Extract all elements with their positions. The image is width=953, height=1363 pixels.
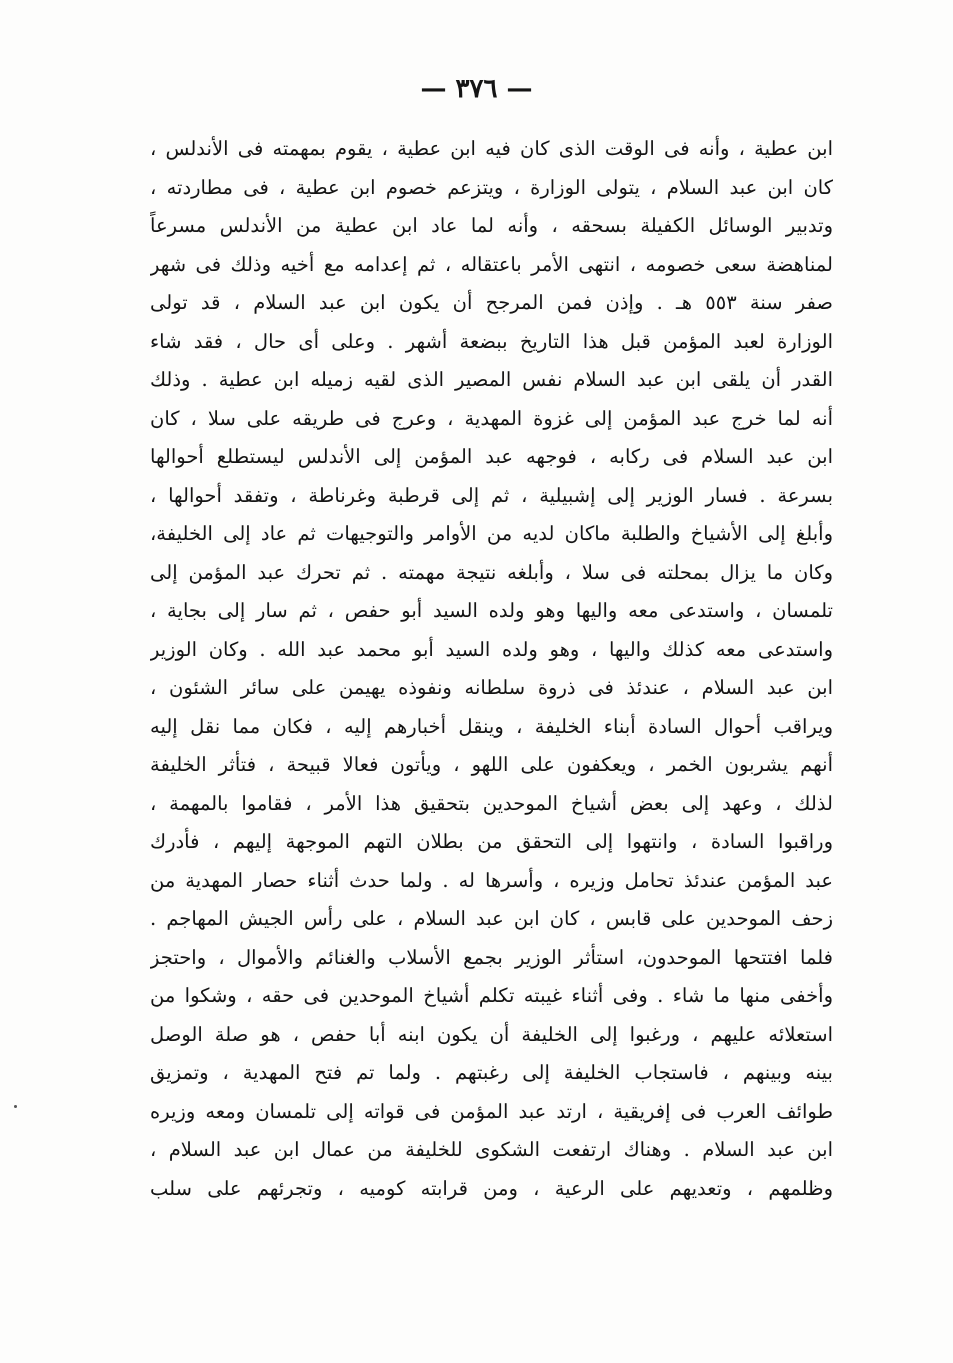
text-line: وتدبير الوسائل الكفيلة بسحقه ، وأنه لما عاد ابن عطية من الأندلس مسرعاً: [150, 214, 833, 237]
text-line: تلمسان ، واستدعى معه واليها وهو ولده السيد أبو حفص ، ثم سار إلى بجاية ،: [150, 599, 833, 622]
text-line: عبد المؤمن عندئذ تحامل وزيره ، وأسرها له . ولما حدث أثناء حصار المهدية من: [150, 868, 833, 892]
text-line: فلما افتتحها الموحدون، استأثر الوزير بجمع الأسلاب والغنائم والأموال ، واحتجز: [150, 945, 833, 969]
text-line: ابن عطية ، وأنه فى الوقت الذى كان فيه ابن عطية ، يقوم بمهمته فى الأندلس ،: [150, 137, 833, 160]
text-line: وظلمهم ، وتعديهم على الرعية ، ومن قرابته كوميه ، وتجرئهم على سلب: [150, 1176, 833, 1200]
text-line: ابن عبد السلام فى ركابه ، فوجهه عبد المؤمن إلى الأندلس ليستطلع أحوالها: [150, 445, 833, 468]
text-line: وأبلغ إلى الأشياخ والطلبة ماكان لديه من الأوامر والتوجيهات ثم عاد إلى الخليفة،: [150, 522, 833, 545]
body-text: [150, 130, 833, 1208]
page-number: — ٣٧٦ —: [420, 74, 533, 104]
scan-speck: [14, 1105, 17, 1108]
text-line: وكان ما يزال بمحلته فى سلا ، وأبلغه نتيجة مهمته . ثم تحرك عبد المؤمن إلى: [150, 560, 833, 584]
text-line: زحف الموحدين على قابس ، كان ابن عبد السلام ، على رأس الجيش المهاجم .: [150, 907, 833, 930]
text-line: القدر أن يلقى ابن عبد السلام نفس المصير الذى لقيه زميله ابن عطية . وذلك: [150, 368, 833, 391]
text-line: ابن عبد السلام . وهناك ارتفعت الشكوى للخليفة من عمال ابن عبد السلام ،: [150, 1138, 833, 1161]
text-line: لذلك ، وعهد إلى بعض أشياخ الموحدين بتحقيق هذا الأمر ، فقاموا بالمهمة ،: [150, 791, 833, 815]
text-line: واستدعى معه كذلك واليها ، وهو ولده السيد أبو محمد عبد الله . وكان الوزير: [150, 637, 833, 661]
text-line: استعلائه عليهم ، ورغبوا إلى الخليفة أن يكون ابنه أبا حفص ، هو صلة الوصل: [150, 1022, 833, 1046]
text-line: كان ابن عبد السلام ، يتولى الوزارة ، ويتزعم خصوم ابن عطية ، فى مطاردته ،: [150, 175, 833, 199]
text-line: وراقبوا السادة ، وانتهوا إلى التحقق من بطلان التهم الموجهة إليهم ، فأدرك: [150, 830, 833, 853]
text-line: طوائف العرب فى إفريقية ، ارتد عبد المؤمن فى قواته إلى تلمسان ومعه وزيره: [150, 1099, 833, 1123]
text-line: بسرعة . فسار الوزير إلى إشبيلية ، ثم إلى قرطبة وغرناطة ، وتفقد أحوالها ،: [150, 483, 833, 507]
text-line: صفر سنة ٥٥٣ هـ . وإذن فمن المرجح أن يكون ابن عبد السلام ، قد تولى: [150, 291, 833, 314]
text-line: وأخفى منها ما شاء . وفى أثناء غيبته تكلم أشياخ الموحدين فى حقه ، وشكوا من: [150, 984, 833, 1007]
text-line: ويراقب أحوال السادة أبناء الخليفة ، وينقل أخبارهم إليه ، فكان مما نقل إليه: [150, 714, 833, 738]
text-line: لمناهضة سعى خصومه ، انتهى الأمر باعتقاله ، ثم إعدامه مع أخيه وذلك فى شهر: [150, 252, 833, 276]
text-line: ابن عبد السلام ، عندئذ فى ذروة سلطانه ونفوذه يهيمن على سائر الشئون ،: [150, 676, 833, 699]
text-line: الوزارة لعبد المؤمن قبل هذا التاريخ ببضعة أشهر . وعلى أى حال ، فقد شاء: [150, 329, 833, 353]
text-line: أنه لما خرج عبد المؤمن إلى غزوة المهدية ، وعرج فى طريقه على سلا ، كان: [150, 406, 833, 430]
text-line: بينه وبينهم ، فاستجاب الخليفة إلى رغبتهم . ولما تم فتح المهدية ، وتمزيق: [150, 1061, 833, 1084]
text-line: أنهم يشربون الخمر ، ويعكفون على اللهو ، ويأتون فعالا قبيحة ، فتأثر الخليفة: [150, 753, 833, 776]
